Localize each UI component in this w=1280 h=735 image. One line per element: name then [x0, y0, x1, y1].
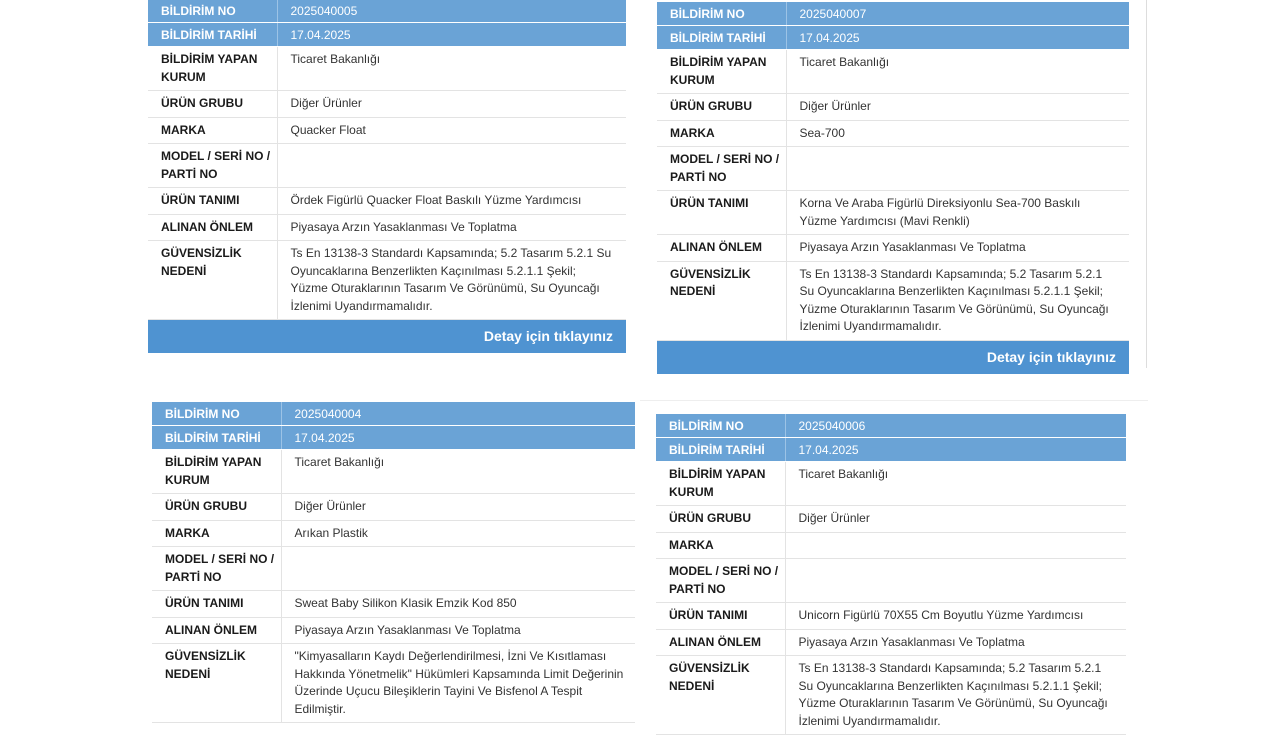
- reason-label: GÜVENSİZLİK NEDENİ: [657, 261, 786, 340]
- product-desc-value: Korna Ve Araba Figürlü Direksiyonlu Sea-700 Baskılı Yüzme Yardımcısı (Mavi Renkli): [786, 191, 1129, 235]
- reason-value: "Kimyasalların Kaydı Değerlendirilmesi, İzni Ve Kısıtlaması Hakkında Yönetmelik" Hükümleri Kapsamında Limit Değerinin Üzerinde Uçucu Bileşiklerin Tayini Ve Bisfenol A Tespit Edilmiştir.: [281, 644, 635, 723]
- product-group-row: [152, 494, 635, 521]
- notice-date-value: 17.04.2025: [281, 426, 635, 450]
- product-group-row: [657, 94, 1129, 121]
- brand-row: [152, 520, 635, 547]
- reporting-body-label: BİLDİRİM YAPAN KURUM: [656, 462, 785, 506]
- model-value: [786, 147, 1129, 191]
- brand-label: MARKA: [152, 520, 281, 547]
- notice-table: [152, 402, 635, 723]
- reason-row: [148, 241, 626, 320]
- brand-row: [148, 117, 626, 144]
- model-label: MODEL / SERİ NO / PARTİ NO: [656, 559, 785, 603]
- model-row: [656, 559, 1126, 603]
- notice-table: [148, 0, 626, 320]
- brand-label: MARKA: [656, 532, 785, 559]
- notice-date-label: BİLDİRİM TARİHİ: [152, 426, 281, 450]
- notice-date-label: BİLDİRİM TARİHİ: [148, 23, 277, 47]
- brand-label: MARKA: [148, 117, 277, 144]
- reporting-body-label: BİLDİRİM YAPAN KURUM: [148, 47, 277, 91]
- notice-date-row: [148, 23, 626, 47]
- measure-row: [148, 214, 626, 241]
- reason-row: [657, 261, 1129, 340]
- measure-row: [657, 235, 1129, 262]
- product-desc-label: ÜRÜN TANIMI: [656, 603, 785, 630]
- reporting-body-row: [152, 450, 635, 494]
- notice-no-row: [148, 0, 626, 23]
- brand-value: Arıkan Plastik: [281, 520, 635, 547]
- product-group-label: ÜRÜN GRUBU: [152, 494, 281, 521]
- notice-table: [657, 2, 1129, 341]
- reporting-body-row: [657, 50, 1129, 94]
- notice-no-label: BİLDİRİM NO: [152, 402, 281, 426]
- notice-date-row: [152, 426, 635, 450]
- product-desc-value: Ördek Figürlü Quacker Float Baskılı Yüzme Yardımcısı: [277, 188, 626, 215]
- product-group-label: ÜRÜN GRUBU: [656, 506, 785, 533]
- notice-date-value: 17.04.2025: [785, 438, 1126, 462]
- product-group-value: Diğer Ürünler: [785, 506, 1126, 533]
- notice-date-value: 17.04.2025: [277, 23, 626, 47]
- notice-table: [656, 414, 1126, 735]
- row-divider: [640, 400, 1148, 401]
- model-row: [148, 144, 626, 188]
- model-value: [785, 559, 1126, 603]
- notice-date-value: 17.04.2025: [786, 26, 1129, 50]
- measure-label: ALINAN ÖNLEM: [657, 235, 786, 262]
- notice-no-row: [152, 402, 635, 426]
- notice-date-label: BİLDİRİM TARİHİ: [656, 438, 785, 462]
- model-label: MODEL / SERİ NO / PARTİ NO: [152, 547, 281, 591]
- product-group-label: ÜRÜN GRUBU: [148, 91, 277, 118]
- model-value: [281, 547, 635, 591]
- reason-label: GÜVENSİZLİK NEDENİ: [656, 656, 785, 735]
- notice-no-value: 2025040006: [785, 414, 1126, 438]
- detail-link[interactable]: Detay için tıklayınız: [148, 320, 626, 353]
- product-group-value: Diğer Ürünler: [786, 94, 1129, 121]
- measure-row: [656, 629, 1126, 656]
- reporting-body-label: BİLDİRİM YAPAN KURUM: [657, 50, 786, 94]
- brand-value: Sea-700: [786, 120, 1129, 147]
- reason-value: Ts En 13138-3 Standardı Kapsamında; 5.2 Tasarım 5.2.1 Su Oyuncaklarına Benzerlikten Kaçınılması 5.2.1.1 Şekil; Yüzme Oturaklarının Tasarım Ve Görünümü, Su Oyuncağı İzlenimi Uyandırmamalıdır.: [785, 656, 1126, 735]
- reporting-body-row: [148, 47, 626, 91]
- product-group-value: Diğer Ürünler: [281, 494, 635, 521]
- reporting-body-label: BİLDİRİM YAPAN KURUM: [152, 450, 281, 494]
- measure-value: Piyasaya Arzın Yasaklanması Ve Toplatma: [786, 235, 1129, 262]
- notice-date-row: [657, 26, 1129, 50]
- product-desc-label: ÜRÜN TANIMI: [148, 188, 277, 215]
- product-desc-row: [656, 603, 1126, 630]
- notice-no-label: BİLDİRİM NO: [657, 2, 786, 26]
- reason-label: GÜVENSİZLİK NEDENİ: [152, 644, 281, 723]
- reason-label: GÜVENSİZLİK NEDENİ: [148, 241, 277, 320]
- notice-card-1: [148, 0, 626, 353]
- product-group-label: ÜRÜN GRUBU: [657, 94, 786, 121]
- measure-value: Piyasaya Arzın Yasaklanması Ve Toplatma: [277, 214, 626, 241]
- product-desc-label: ÜRÜN TANIMI: [152, 591, 281, 618]
- notice-no-row: [656, 414, 1126, 438]
- notice-no-value: 2025040007: [786, 2, 1129, 26]
- model-value: [277, 144, 626, 188]
- detail-link[interactable]: Detay için tıklayınız: [657, 341, 1129, 374]
- reason-row: [656, 656, 1126, 735]
- notice-no-value: 2025040005: [277, 0, 626, 23]
- measure-value: Piyasaya Arzın Yasaklanması Ve Toplatma: [785, 629, 1126, 656]
- measure-label: ALINAN ÖNLEM: [656, 629, 785, 656]
- model-row: [657, 147, 1129, 191]
- product-desc-label: ÜRÜN TANIMI: [657, 191, 786, 235]
- reason-row: [152, 644, 635, 723]
- brand-label: MARKA: [657, 120, 786, 147]
- notice-no-label: BİLDİRİM NO: [148, 0, 277, 23]
- product-group-row: [148, 91, 626, 118]
- notice-no-value: 2025040004: [281, 402, 635, 426]
- notice-no-label: BİLDİRİM NO: [656, 414, 785, 438]
- reporting-body-value: Ticaret Bakanlığı: [277, 47, 626, 91]
- brand-value: [785, 532, 1126, 559]
- column-divider: [1146, 0, 1147, 368]
- brand-row: [657, 120, 1129, 147]
- reporting-body-value: Ticaret Bakanlığı: [281, 450, 635, 494]
- model-label: MODEL / SERİ NO / PARTİ NO: [148, 144, 277, 188]
- notice-date-label: BİLDİRİM TARİHİ: [657, 26, 786, 50]
- brand-row: [656, 532, 1126, 559]
- notice-card-2: [657, 2, 1129, 374]
- measure-row: [152, 617, 635, 644]
- notice-date-row: [656, 438, 1126, 462]
- product-desc-row: [148, 188, 626, 215]
- product-desc-row: [657, 191, 1129, 235]
- reporting-body-value: Ticaret Bakanlığı: [786, 50, 1129, 94]
- product-group-value: Diğer Ürünler: [277, 91, 626, 118]
- reason-value: Ts En 13138-3 Standardı Kapsamında; 5.2 Tasarım 5.2.1 Su Oyuncaklarına Benzerlikten Kaçınılması 5.2.1.1 Şekil; Yüzme Oturaklarının Tasarım Ve Görünümü, Su Oyuncağı İzlenimi Uyandırmamalıdır.: [277, 241, 626, 320]
- reporting-body-value: Ticaret Bakanlığı: [785, 462, 1126, 506]
- notice-card-3: [152, 402, 635, 723]
- notice-no-row: [657, 2, 1129, 26]
- measure-label: ALINAN ÖNLEM: [152, 617, 281, 644]
- product-group-row: [656, 506, 1126, 533]
- measure-label: ALINAN ÖNLEM: [148, 214, 277, 241]
- brand-value: Quacker Float: [277, 117, 626, 144]
- product-desc-value: Sweat Baby Silikon Klasik Emzik Kod 850: [281, 591, 635, 618]
- notice-card-4: [656, 414, 1126, 735]
- product-desc-value: Unicorn Figürlü 70X55 Cm Boyutlu Yüzme Yardımcısı: [785, 603, 1126, 630]
- reason-value: Ts En 13138-3 Standardı Kapsamında; 5.2 Tasarım 5.2.1 Su Oyuncaklarına Benzerlikten Kaçınılması 5.2.1.1 Şekil; Yüzme Oturaklarının Tasarım Ve Görünümü, Su Oyuncağı İzlenimi Uyandırmamalıdır.: [786, 261, 1129, 340]
- model-label: MODEL / SERİ NO / PARTİ NO: [657, 147, 786, 191]
- reporting-body-row: [656, 462, 1126, 506]
- model-row: [152, 547, 635, 591]
- product-desc-row: [152, 591, 635, 618]
- measure-value: Piyasaya Arzın Yasaklanması Ve Toplatma: [281, 617, 635, 644]
